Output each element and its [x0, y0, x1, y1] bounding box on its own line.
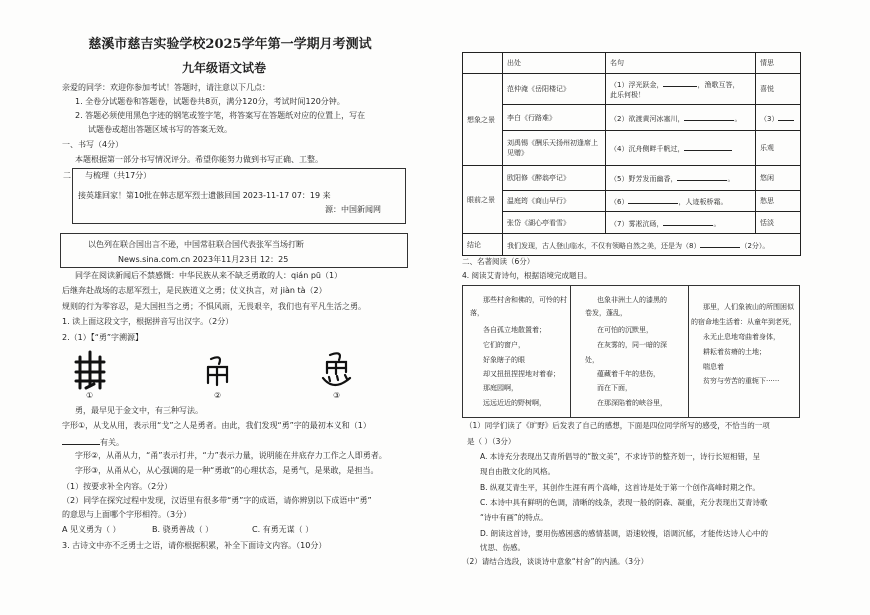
quote-cell: （2）欲渡黄河冰塞川， 。 [606, 105, 756, 131]
poem-line: 贫穷与劳苦的重轭下······ [703, 377, 780, 385]
answer-blank [684, 112, 734, 121]
part3-heading: 二、名著阅读（6分） [462, 257, 535, 266]
source-cell: 温庭筠《商山早行》 [503, 191, 606, 212]
poem-line: 喘息着 [703, 363, 724, 371]
answer-blank [684, 142, 732, 151]
answer-blank [663, 78, 697, 87]
source-cell: 刘禹锡《酬乐天扬州初逢席上见赠》 [503, 131, 606, 166]
glyph-label: ③ [333, 391, 341, 400]
choice-d: D. 朗读这首诗，要用伤感困惑的感情基调，语速较慢，语调沉郁，才能传达诗人心中的 [480, 529, 769, 538]
question-2-form-3: 字形③，从甬从心，从心强调的是一种“勇敢”的心理状态，是勇气，是果敢，是担当。 [75, 466, 379, 475]
mood-cell: 乐观 [756, 131, 801, 166]
choice-d-cont: 忧思、伤感。 [480, 543, 525, 552]
passage-line: 规则的行为零容忍，是大国担当之勇；不惧风雨，无畏艰辛，我们也有平凡生活之勇。 [62, 302, 366, 311]
conclusion-label: 结论 [463, 234, 503, 256]
poem-line: 各自孤立地散置着； [483, 326, 546, 334]
quote-cell: （7）雾凇沆砀， 。 [606, 212, 756, 234]
mood-cell: （3） [756, 105, 801, 131]
source-cell: 范仲淹《岳阳楼记》 [503, 74, 606, 105]
idiom-option-b: B. 骁勇善战（ ） [152, 525, 214, 534]
poem-line: 耕耘着贫瘠的土地； [703, 348, 766, 356]
question-2-form-1: 字形①，从戈从用，表示用“戈”之人是勇者。由此，我们发现“勇”字的最初本义和（1） [62, 421, 371, 430]
quote-cell: （4）沉舟侧畔千帆过， [606, 131, 756, 166]
choice-c: C. 本诗中具有鲜明的色调，清晰的线条，表现一般的阴森、凝重，充分表现出艾青诗歌 [480, 498, 768, 507]
answer-blank [62, 436, 100, 445]
group-label: 眼前之景 [463, 166, 503, 234]
table-row [463, 212, 801, 234]
poem-line: 在灰雾的，同一暗的深 [597, 341, 667, 349]
choice-a-cont: 现自由散文化的风格。 [480, 467, 555, 476]
question-3: 3. 古诗文中亦不乏勇士之语，请你根据积累，补全下面诗文内容。（10分） [62, 541, 327, 550]
source-cell: 欧阳修《醉翁亭记》 [503, 166, 606, 191]
poem-line: 却又扭扭捏捏地对着春； [483, 370, 560, 378]
part1-heading: 一、书写（4分） [62, 140, 124, 149]
mood-cell: 愁思 [756, 191, 801, 212]
news-2-source: News.sina.com.cn 2023年11月23日 12：25 [118, 255, 289, 264]
answer-blank [700, 239, 740, 248]
instructions-greeting: 亲爱的同学：欢迎你参加考试！答题时，请注意以下几点： [62, 83, 270, 92]
choice-c-cont: “诗中有画”的特点。 [480, 513, 548, 522]
quote-cell: （6） ，人迹板桥霜。 [606, 191, 756, 212]
table-row [463, 191, 801, 212]
poem-line: 处， [585, 356, 599, 364]
instruction-item: 试题卷或超出答题区域书写的答案无效。 [88, 125, 232, 134]
poem-line: 也象非洲土人的漆黑的 [597, 296, 667, 304]
poem-divider [570, 285, 571, 418]
mood-cell: 悠闲 [756, 166, 801, 191]
choice-a: A. 本诗充分表现出艾青所倡导的“散文美”，不求诗节的整齐划一，诗行长短相错，呈 [480, 452, 761, 461]
quote-cell: （1）浮光跃金， ，渔歌互答， 此乐何极！ [606, 74, 756, 105]
table-conclusion-row [463, 234, 801, 256]
answer-blank [663, 217, 713, 226]
table-header: 情思 [756, 53, 801, 74]
passage-line: 同学在阅读新闻后不禁感慨：中华民族从来不缺乏勇敢的人：qián pū（1） [75, 271, 343, 280]
question-4-sub-1: （1）同学们读了《旷野》后发表了自己的感想，下面是四位同学所写的感受，不恰当的一项 [465, 421, 770, 430]
poem-line: 远远近近的野树啊， [483, 399, 546, 407]
passage-line: 后继奔赴战场的志愿军烈士，是民族道义之勇；仗义执言，对 jiàn tà（2） [62, 286, 327, 295]
poem-line: 那庭园啊， [483, 384, 518, 392]
question-2-sub-1: （1）按要求补全内容。（2分） [62, 482, 173, 491]
table-row [463, 166, 801, 191]
exam-subtitle: 九年级语文试卷 [181, 61, 266, 75]
instruction-item: 2. 答题必须使用黑色字迹的钢笔或签字笔，将答案写在答题纸对应的位置上，写在 [75, 111, 366, 120]
poem-line: 而在下面， [597, 384, 632, 392]
question-2-sub-2: （2）同学在探究过程中发现，汉语里有很多带“勇”字的成语，请你辨别以下成语中“勇” [62, 496, 372, 505]
table-header-blank [463, 53, 503, 74]
poem-line: 在可怕的沉默里， [597, 326, 653, 334]
news-1-source: 源：中国新闻网 [325, 205, 381, 214]
glyph-label: ② [214, 391, 222, 400]
table-header: 出处 [503, 53, 606, 74]
mood-cell: 喜悦 [756, 74, 801, 105]
poem-line: 蕴藏着千年的悲伤， [597, 370, 660, 378]
part2-heading: 与梳理（共17分） [85, 171, 152, 180]
question-4-sub-1-cont: 是（ ）（3分） [467, 437, 516, 446]
conclusion-cell: 我们发现，古人登山临水，不仅有领略自然之美，还是为（8） （2分）。 [503, 234, 801, 256]
part2-prefix: 二 [63, 171, 71, 180]
poem-table [462, 52, 801, 256]
poem-line: 那里，人们象被山的所围困似 [703, 303, 794, 311]
poem-line: 好象瞎子的眼 [483, 356, 525, 364]
table-row [463, 74, 801, 105]
question-4-sub-2: （2）请结合选段，谈谈诗中意象“村舍”的内涵。（3分） [462, 557, 649, 566]
source-cell: 张岱《湖心亭看雪》 [503, 212, 606, 234]
instruction-item: 1. 全卷分试题卷和答题卷，试题卷共8页，满分120分，考试时间120分钟。 [75, 97, 345, 106]
form-1-end-text: 有关。 [100, 438, 124, 447]
idiom-option-a: A 见义勇为（ ） [62, 525, 121, 534]
group-label: 想象之景 [463, 74, 503, 166]
poem-line: 它们的窗户， [483, 341, 525, 349]
table-row [463, 105, 801, 131]
table-row [463, 131, 801, 166]
table-header-row [463, 53, 801, 74]
question-2-intro: 勇，最早见于金文中，有三种写法。 [75, 406, 203, 415]
question-2-form-1-end [62, 436, 124, 448]
glyph-label: ① [86, 391, 94, 400]
poem-divider [688, 285, 689, 418]
question-2-sub-2-cont: 的意思与上面哪个字形相符。（3分） [62, 510, 192, 519]
news-1-headline: 接英雄回家！第10批在韩志愿军烈士遗骸回国 2023-11-17 07：19 来 [78, 191, 331, 200]
quote-cell: （5）野芳发而幽香， 。 [606, 166, 756, 191]
poem-line: 在那深陷着的峡谷里， [597, 399, 667, 407]
answer-blank [628, 195, 678, 204]
exam-title: 慈溪市慈吉实验学校2025学年第一学期月考测试 [88, 37, 372, 52]
question-2-form-2: 字形②，从甬从力，“甬”表示打井，“力”表示力量，说明能在井底存力工作之人即勇者。 [75, 451, 387, 460]
idiom-option-c: C. 有勇无谋（ ） [252, 525, 314, 534]
poem-line: 那些村舍和佛的，可怜的村 [483, 296, 567, 304]
question-1: 1. 读上面这段文字，根据拼音写出汉字。（2分） [62, 317, 234, 326]
choice-b: B. 纵观艾青生平，其创作生涯有两个高峰，这首诗是处于第一个创作高峰时期之作。 [480, 483, 760, 492]
table-header: 名句 [606, 53, 756, 74]
poem-line: 的宿命地生活着：从童年到老死， [691, 318, 796, 326]
poem-line: 永无止息地弯曲着身体， [703, 333, 780, 341]
question-2-heading: 2.（1）【“勇”字溯源】 [62, 333, 144, 342]
poem-line: 卷发，蓬乱， [585, 309, 627, 317]
answer-blank [677, 172, 727, 181]
answer-blank [778, 112, 794, 121]
mood-cell: 恬淡 [756, 212, 801, 234]
news-2-headline: 以色列在联合国出言不逊，中国常驻联合国代表张军当场打断 [88, 240, 304, 249]
poem-line: 落， [470, 309, 484, 317]
source-cell: 李白《行路难》 [503, 105, 606, 131]
part1-body: 本题根据第一部分书写情况评分。希望你能努力做到书写正确、工整。 [75, 155, 323, 164]
question-4-intro: 4. 阅读艾青诗句，根据语境完成题目。 [462, 271, 592, 280]
